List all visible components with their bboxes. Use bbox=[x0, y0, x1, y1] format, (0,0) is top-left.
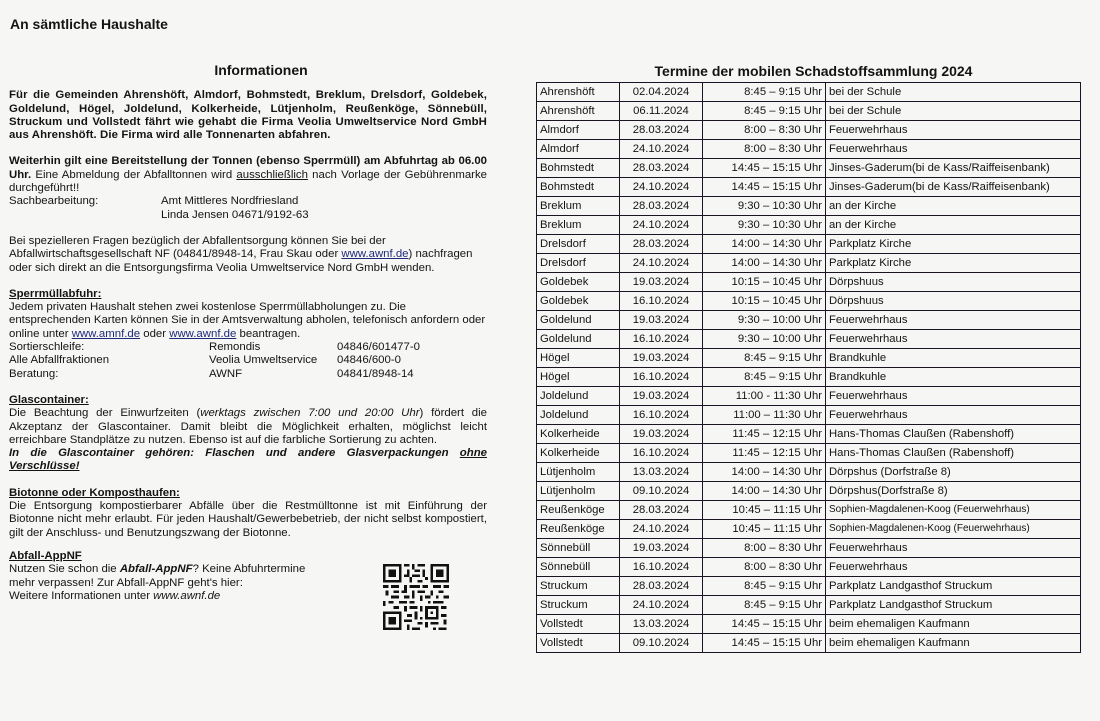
table-row bbox=[537, 349, 1081, 368]
bio-text: Die Entsorgung kompostierbarer Abfälle über die Restmülltonne ist mit Einführung der Biotonne nicht mehr erlaubt. Für jeden Haushalt/Gewerbebetrieb, der nicht selbst kompostiert, gilt der Anschluss- und Benutzungszwang der Biotonne. bbox=[9, 500, 487, 539]
time-cell: 14:45 – 15:15 Uhr bbox=[703, 178, 826, 197]
table-row bbox=[537, 615, 1081, 634]
location-cell: Hans-Thomas Claußen (Rabenshoff) bbox=[826, 425, 1081, 444]
table-row bbox=[537, 121, 1081, 140]
time-cell: 14:45 – 15:15 Uhr bbox=[703, 615, 826, 634]
time-cell: 8:00 – 8:30 Uhr bbox=[703, 539, 826, 558]
place-cell: Goldelund bbox=[537, 311, 620, 330]
table-row bbox=[537, 216, 1081, 235]
qr-code-icon[interactable] bbox=[383, 564, 449, 630]
app-line3-a: Weitere Informationen unter bbox=[9, 589, 154, 602]
date-cell: 28.03.2024 bbox=[620, 235, 703, 254]
date-cell: 24.10.2024 bbox=[620, 520, 703, 539]
place-cell: Struckum bbox=[537, 577, 620, 596]
contact-phone: 04841/8948-14 bbox=[337, 367, 414, 380]
place-cell: Sönnebüll bbox=[537, 558, 620, 577]
time-cell: 14:45 – 15:15 Uhr bbox=[703, 159, 826, 178]
place-cell: Reußenköge bbox=[537, 520, 620, 539]
date-cell: 16.10.2024 bbox=[620, 558, 703, 577]
location-cell: Sophien-Magdalenen-Koog (Feuerwehrhaus) bbox=[826, 501, 1081, 520]
intro-text: Für die Gemeinden Ahrenshöft, Almdorf, Bohmstedt, Breklum, Drelsdorf, Goldebek, Goldelund, Högel, Joldelund, Kolkerheide, Lütjenholm, Reußenköge, Sönnebüll, Struckum und Vollstedt fährt wie gehabt die Firma Veolia Umweltservice Nord GmbH aus Ahrenshöft. Die Firma wird alle Tonnenarten abfahren. bbox=[9, 89, 487, 142]
time-cell: 11:45 – 12:15 Uhr bbox=[703, 444, 826, 463]
schedule-table bbox=[536, 82, 1081, 653]
info-heading: Informationen bbox=[214, 62, 308, 78]
time-cell: 11:00 – 11:30 Uhr bbox=[703, 406, 826, 425]
place-cell: Almdorf bbox=[537, 140, 620, 159]
date-cell: 28.03.2024 bbox=[620, 121, 703, 140]
location-cell: an der Kirche bbox=[826, 197, 1081, 216]
location-cell: bei der Schule bbox=[826, 102, 1081, 121]
bereitstellung-rest-1: Eine Abmeldung der Abfalltonnen wird bbox=[31, 168, 237, 181]
sperrmuell-text-3: beantragen. bbox=[236, 327, 301, 340]
location-cell: Feuerwehrhaus bbox=[826, 311, 1081, 330]
time-cell: 8:45 – 9:15 Uhr bbox=[703, 349, 826, 368]
page-title: An sämtliche Haushalte bbox=[10, 16, 168, 32]
app-line1-b: ? Keine Abfuhrtermine bbox=[192, 563, 306, 576]
date-cell: 16.10.2024 bbox=[620, 406, 703, 425]
table-row bbox=[537, 254, 1081, 273]
sachbearbeitung-line2: Linda Jensen 04671/9192-63 bbox=[161, 208, 309, 221]
location-cell: Feuerwehrhaus bbox=[826, 539, 1081, 558]
table-row bbox=[537, 539, 1081, 558]
date-cell: 24.10.2024 bbox=[620, 596, 703, 615]
contact-phone: 04846/600-0 bbox=[337, 354, 401, 367]
sachbearbeitung-line1: Amt Mittleres Nordfriesland bbox=[161, 195, 299, 208]
date-cell: 09.10.2024 bbox=[620, 482, 703, 501]
place-cell: Struckum bbox=[537, 596, 620, 615]
contact-label: Sortierschleife: bbox=[9, 341, 85, 354]
table-row bbox=[537, 159, 1081, 178]
table-row bbox=[537, 520, 1081, 539]
sperrmuell-text-2: oder bbox=[140, 327, 170, 340]
info-column bbox=[9, 64, 487, 603]
time-cell: 10:45 – 11:15 Uhr bbox=[703, 520, 826, 539]
place-cell: Lütjenholm bbox=[537, 482, 620, 501]
place-cell: Högel bbox=[537, 349, 620, 368]
location-cell: Brandkuhle bbox=[826, 349, 1081, 368]
place-cell: Reußenköge bbox=[537, 501, 620, 520]
table-row bbox=[537, 634, 1081, 653]
location-cell: Jinses-Gaderum(bi de Kass/Raiffeisenbank) bbox=[826, 159, 1081, 178]
place-cell: Bohmstedt bbox=[537, 178, 620, 197]
sperrmuell-text bbox=[9, 301, 487, 341]
time-cell: 8:45 – 9:15 Uhr bbox=[703, 102, 826, 121]
app-line2: mehr verpassen! Zur Abfall-AppNF geht's hier: bbox=[9, 576, 243, 589]
location-cell: an der Kirche bbox=[826, 216, 1081, 235]
time-cell: 9:30 – 10:30 Uhr bbox=[703, 216, 826, 235]
time-cell: 11:45 – 12:15 Uhr bbox=[703, 425, 826, 444]
location-cell: Feuerwehrhaus bbox=[826, 558, 1081, 577]
place-cell: Joldelund bbox=[537, 406, 620, 425]
time-cell: 9:30 – 10:00 Uhr bbox=[703, 330, 826, 349]
place-cell: Goldebek bbox=[537, 292, 620, 311]
table-row bbox=[537, 596, 1081, 615]
table-row bbox=[537, 292, 1081, 311]
place-cell: Breklum bbox=[537, 197, 620, 216]
date-cell: 16.10.2024 bbox=[620, 444, 703, 463]
location-cell: Parkplatz Landgasthof Struckum bbox=[826, 596, 1081, 615]
time-cell: 14:00 – 14:30 Uhr bbox=[703, 254, 826, 273]
date-cell: 24.10.2024 bbox=[620, 216, 703, 235]
table-row bbox=[537, 501, 1081, 520]
table-row bbox=[537, 387, 1081, 406]
app-link[interactable]: www.awnf.de bbox=[153, 589, 221, 602]
amnf-link[interactable]: www.amnf.de bbox=[71, 327, 141, 340]
place-cell: Kolkerheide bbox=[537, 444, 620, 463]
place-cell: Ahrenshöft bbox=[537, 102, 620, 121]
date-cell: 28.03.2024 bbox=[620, 159, 703, 178]
fragen-text-2: ) nachfragen oder sich direkt an die Entsorgungsfirma Veolia Umweltservice Nord GmbH wenden. bbox=[9, 248, 473, 274]
place-cell: Goldelund bbox=[537, 330, 620, 349]
location-cell: bei der Schule bbox=[826, 83, 1081, 102]
location-cell: Sophien-Magdalenen-Koog (Feuerwehrhaus) bbox=[826, 520, 1081, 539]
table-row bbox=[537, 311, 1081, 330]
date-cell: 19.03.2024 bbox=[620, 273, 703, 292]
time-cell: 14:00 – 14:30 Uhr bbox=[703, 463, 826, 482]
location-cell: Feuerwehrhaus bbox=[826, 121, 1081, 140]
time-cell: 9:30 – 10:00 Uhr bbox=[703, 311, 826, 330]
sperrmuell-contacts bbox=[9, 341, 487, 381]
table-row bbox=[537, 406, 1081, 425]
place-cell: Ahrenshöft bbox=[537, 83, 620, 102]
ausschliesslich-underline: ausschließlich bbox=[236, 168, 308, 181]
date-cell: 19.03.2024 bbox=[620, 311, 703, 330]
bereitstellung-bold: Weiterhin gilt eine Bereitstellung der Tonnen (ebenso Sperrmüll) am Abfuhrtag ab 06.00 Uhr. bbox=[9, 155, 487, 181]
bio-heading: Biotonne oder Komposthaufen: bbox=[9, 486, 180, 499]
table-row bbox=[537, 178, 1081, 197]
location-cell: Brandkuhle bbox=[826, 368, 1081, 387]
time-cell: 8:00 – 8:30 Uhr bbox=[703, 558, 826, 577]
date-cell: 19.03.2024 bbox=[620, 349, 703, 368]
time-cell: 10:15 – 10:45 Uhr bbox=[703, 273, 826, 292]
date-cell: 19.03.2024 bbox=[620, 539, 703, 558]
date-cell: 19.03.2024 bbox=[620, 425, 703, 444]
table-row bbox=[537, 425, 1081, 444]
glas-text bbox=[9, 407, 487, 447]
time-cell: 11:00 - 11:30 Uhr bbox=[703, 387, 826, 406]
date-cell: 28.03.2024 bbox=[620, 197, 703, 216]
place-cell: Bohmstedt bbox=[537, 159, 620, 178]
place-cell: Vollstedt bbox=[537, 634, 620, 653]
place-cell: Drelsdorf bbox=[537, 235, 620, 254]
table-row bbox=[537, 558, 1081, 577]
table-row bbox=[537, 197, 1081, 216]
table-row bbox=[537, 463, 1081, 482]
place-cell: Drelsdorf bbox=[537, 254, 620, 273]
location-cell: Feuerwehrhaus bbox=[826, 387, 1081, 406]
location-cell: Feuerwehrhaus bbox=[826, 406, 1081, 425]
location-cell: Dörpshus (Dorfstraße 8) bbox=[826, 463, 1081, 482]
place-cell: Högel bbox=[537, 368, 620, 387]
place-cell: Kolkerheide bbox=[537, 425, 620, 444]
date-cell: 28.03.2024 bbox=[620, 501, 703, 520]
bereitstellung-text bbox=[9, 155, 487, 195]
sachbearbeitung bbox=[9, 195, 487, 222]
glas-heading: Glascontainer: bbox=[9, 393, 89, 406]
date-cell: 13.03.2024 bbox=[620, 615, 703, 634]
location-cell: Dörpshuus bbox=[826, 273, 1081, 292]
table-row bbox=[537, 273, 1081, 292]
location-cell: Dörpshus(Dorfstraße 8) bbox=[826, 482, 1081, 501]
location-cell: Parkplatz Landgasthof Struckum bbox=[826, 577, 1081, 596]
location-cell: Jinses-Gaderum(bi de Kass/Raiffeisenbank) bbox=[826, 178, 1081, 197]
location-cell: Dörpshuus bbox=[826, 292, 1081, 311]
app-section bbox=[9, 550, 487, 603]
time-cell: 10:15 – 10:45 Uhr bbox=[703, 292, 826, 311]
place-cell: Vollstedt bbox=[537, 615, 620, 634]
location-cell: beim ehemaligen Kaufmann bbox=[826, 615, 1081, 634]
time-cell: 10:45 – 11:15 Uhr bbox=[703, 501, 826, 520]
location-cell: Hans-Thomas Claußen (Rabenshoff) bbox=[826, 444, 1081, 463]
date-cell: 02.04.2024 bbox=[620, 83, 703, 102]
glas-einwurfzeiten: werktags zwischen 7:00 und 20:00 Uhr bbox=[200, 407, 420, 420]
glas-note-underline: ohne Verschlüsse! bbox=[9, 447, 487, 473]
awnf-link[interactable]: www.awnf.de bbox=[341, 248, 409, 261]
location-cell: Parkplatz Kirche bbox=[826, 254, 1081, 273]
location-cell: Parkplatz Kirche bbox=[826, 235, 1081, 254]
location-cell: Feuerwehrhaus bbox=[826, 140, 1081, 159]
date-cell: 16.10.2024 bbox=[620, 292, 703, 311]
app-name: Abfall-AppNF bbox=[119, 563, 193, 576]
sperrmuell-text-1: Jedem privaten Haushalt stehen zwei kostenlose Sperrmüllabholungen zu. Die entsprechenden Karten können Sie in der Amtsverwaltung abholen, telefonisch anfordern oder online unter bbox=[9, 301, 486, 340]
table-row bbox=[537, 140, 1081, 159]
date-cell: 16.10.2024 bbox=[620, 330, 703, 349]
schedule-section bbox=[536, 63, 1081, 653]
date-cell: 24.10.2024 bbox=[620, 178, 703, 197]
table-row bbox=[537, 83, 1081, 102]
place-cell: Breklum bbox=[537, 216, 620, 235]
contact-company: Veolia Umweltservice bbox=[209, 354, 318, 367]
fragen-text bbox=[9, 235, 487, 275]
time-cell: 8:00 – 8:30 Uhr bbox=[703, 121, 826, 140]
place-cell: Joldelund bbox=[537, 387, 620, 406]
bereitstellung-rest-2: nach Vorlage der Gebührenmarke durchgeführt!! bbox=[9, 168, 487, 195]
date-cell: 06.11.2024 bbox=[620, 102, 703, 121]
place-cell: Sönnebüll bbox=[537, 539, 620, 558]
time-cell: 8:45 – 9:15 Uhr bbox=[703, 368, 826, 387]
schedule-title: Termine der mobilen Schadstoffsammlung 2024 bbox=[654, 63, 973, 79]
contact-phone: 04846/601477-0 bbox=[337, 341, 420, 354]
time-cell: 9:30 – 10:30 Uhr bbox=[703, 197, 826, 216]
contact-company: AWNF bbox=[209, 367, 243, 380]
contact-label: Beratung: bbox=[9, 367, 59, 380]
app-heading: Abfall-AppNF bbox=[9, 549, 82, 562]
time-cell: 8:00 – 8:30 Uhr bbox=[703, 140, 826, 159]
glas-text-1: Die Beachtung der Einwurfzeiten ( bbox=[9, 407, 201, 420]
table-row bbox=[537, 444, 1081, 463]
location-cell: Feuerwehrhaus bbox=[826, 330, 1081, 349]
contact-label: Alle Abfallfraktionen bbox=[9, 354, 110, 367]
glas-note-1: In die Glascontainer gehören: Flaschen und andere Glasverpackungen bbox=[9, 447, 460, 460]
time-cell: 14:45 – 15:15 Uhr bbox=[703, 634, 826, 653]
glas-note bbox=[9, 447, 487, 474]
glas-text-2: ) fördert die Akzeptanz der Glascontainer. Damit bleibt die Möglichkeit erhalten, möglichst leicht erreichbare Standplätze zu nutzen. Ebenso ist auf die farbliche Sortierung zu achten. bbox=[9, 407, 487, 446]
fragen-text-1: Bei spezielleren Fragen bezüglich der Abfallentsorgung können Sie bei der Abfallwirtschaftsgesellschaft NF (04841/8948-14, Frau Skau oder bbox=[9, 234, 386, 261]
time-cell: 14:00 – 14:30 Uhr bbox=[703, 235, 826, 254]
date-cell: 24.10.2024 bbox=[620, 254, 703, 273]
awnf-link-2[interactable]: www.awnf.de bbox=[169, 327, 237, 340]
app-line1-a: Nutzen Sie schon die bbox=[9, 563, 120, 576]
date-cell: 24.10.2024 bbox=[620, 140, 703, 159]
table-row bbox=[537, 368, 1081, 387]
time-cell: 8:45 – 9:15 Uhr bbox=[703, 596, 826, 615]
date-cell: 16.10.2024 bbox=[620, 368, 703, 387]
time-cell: 8:45 – 9:15 Uhr bbox=[703, 83, 826, 102]
sperrmuell-heading: Sperrmüllabfuhr: bbox=[9, 287, 102, 300]
place-cell: Lütjenholm bbox=[537, 463, 620, 482]
time-cell: 8:45 – 9:15 Uhr bbox=[703, 577, 826, 596]
location-cell: beim ehemaligen Kaufmann bbox=[826, 634, 1081, 653]
table-row bbox=[537, 102, 1081, 121]
table-row bbox=[537, 577, 1081, 596]
date-cell: 28.03.2024 bbox=[620, 577, 703, 596]
date-cell: 09.10.2024 bbox=[620, 634, 703, 653]
place-cell: Almdorf bbox=[537, 121, 620, 140]
table-row bbox=[537, 330, 1081, 349]
place-cell: Goldebek bbox=[537, 273, 620, 292]
contact-company: Remondis bbox=[209, 341, 261, 354]
sachbearbeitung-label: Sachbearbeitung: bbox=[9, 195, 99, 208]
table-row bbox=[537, 482, 1081, 501]
date-cell: 19.03.2024 bbox=[620, 387, 703, 406]
date-cell: 13.03.2024 bbox=[620, 463, 703, 482]
time-cell: 14:00 – 14:30 Uhr bbox=[703, 482, 826, 501]
table-row bbox=[537, 235, 1081, 254]
